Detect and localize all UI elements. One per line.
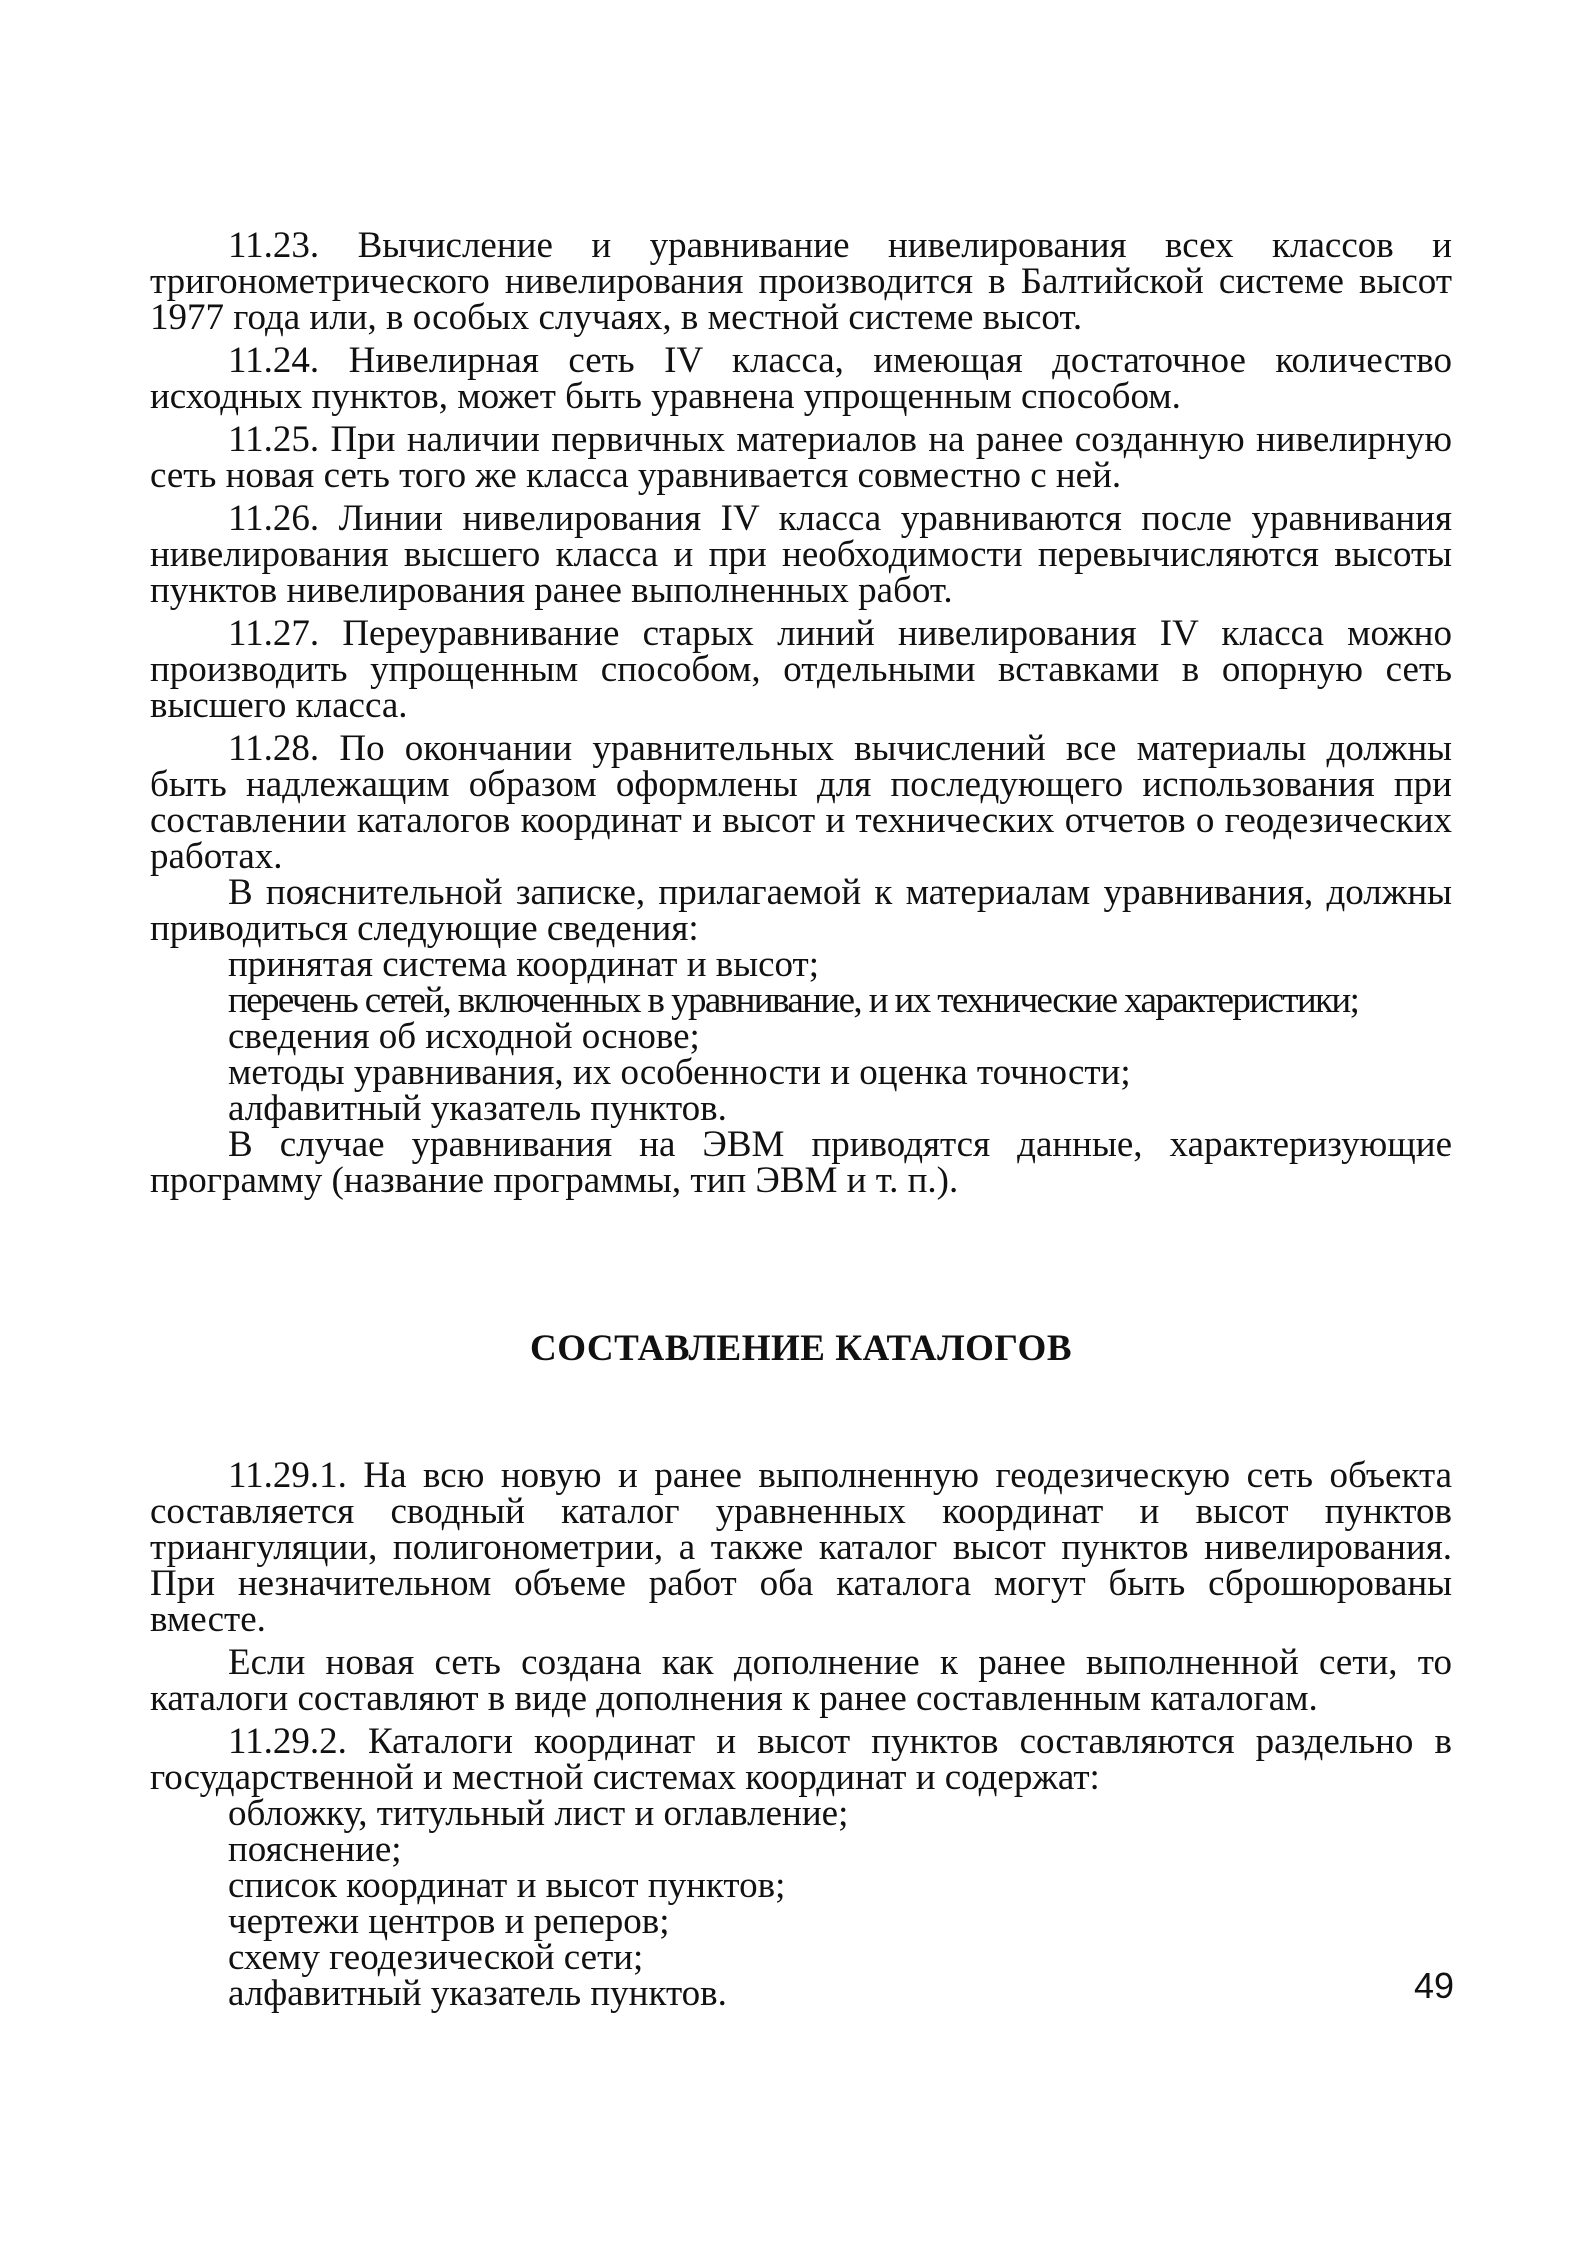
list-item: алфавитный указатель пунктов. [228,1973,727,2014]
document-page [150,225,1452,2014]
note-computer: В случае уравнивания на ЭВМ приводятся данные, характеризующие программу (название программы, тип ЭВМ и т. п.). [150,1124,1452,1201]
list-item: обложку, титульный лист и оглавление; [228,1793,849,1834]
note-list [150,944,1452,1129]
paragraph-catalog-supplement: Если новая сеть создана как дополнение к ранее выполненной сети, то каталоги составляют в виде дополнения к ранее составленным каталогам. [150,1642,1452,1719]
list-item: принятая система координат и высот; [228,944,819,985]
section-heading: СОСТАВЛЕНИЕ КАТАЛОГОВ [529,1328,1072,1369]
paragraph-11-28: 11.28. По окончании уравнительных вычислений все материалы должны быть надлежащим образом оформлены для последующего использования при составлении каталогов координат и высот и технических отчетов о геодезических работах. [150,728,1452,877]
list-item: перечень сетей, включенных в уравнивание, и их технические характеристики; [228,980,1359,1021]
list-item: алфавитный указатель пунктов. [228,1088,727,1129]
list-item: чертежи центров и реперов; [228,1901,670,1942]
list-item: список координат и высот пунктов; [228,1865,786,1906]
catalog-list [150,1793,1452,2014]
list-item: схему геодезической сети; [228,1937,644,1978]
list-item: сведения об исходной основе; [228,1016,700,1057]
list-item: методы уравнивания, их особенности и оценка точности; [228,1052,1131,1093]
paragraph-11-29-2: 11.29.2. Каталоги координат и высот пунктов составляются раздельно в государственной и местной системах координат и содержат: [150,1721,1452,1798]
paragraph-11-29-1: 11.29.1. На всю новую и ранее выполненную геодезическую сеть объекта составляется сводный каталог уравненных координат и высот пунктов триангуляции, полигонометрии, а также каталог высот пунктов нивелирования. При незначительном объеме работ оба каталога могут быть сброшюрованы вместе. [150,1455,1452,1640]
note-intro: В пояснительной записке, прилагаемой к материалам уравнивания, должны приводиться следующие сведения: [150,872,1452,949]
list-item: пояснение; [228,1829,402,1870]
paragraph-11-24: 11.24. Нивелирная сеть IV класса, имеющая достаточное количество исходных пунктов, может быть уравнена упрощенным способом. [150,340,1452,417]
paragraph-11-25: 11.25. При наличии первичных материалов на ранее созданную нивелирную сеть новая сеть того же класса уравнивается совместно с ней. [150,419,1452,496]
page-number: 49 [1413,1965,1454,2006]
paragraph-11-27: 11.27. Переуравнивание старых линий нивелирования IV класса можно производить упрощенным способом, отдельными вставками в опорную сеть высшего класса. [150,613,1452,726]
paragraph-11-23: 11.23. Вычисление и уравнивание нивелирования всех классов и тригонометрического нивелирования производится в Балтийской системе высот 1977 года или, в особых случаях, в местной системе высот. [150,225,1452,338]
paragraph-11-26: 11.26. Линии нивелирования IV класса уравниваются после уравнивания нивелирования высшего класса и при необходимости перевычисляются высоты пунктов нивелирования ранее выполненных работ. [150,498,1452,611]
